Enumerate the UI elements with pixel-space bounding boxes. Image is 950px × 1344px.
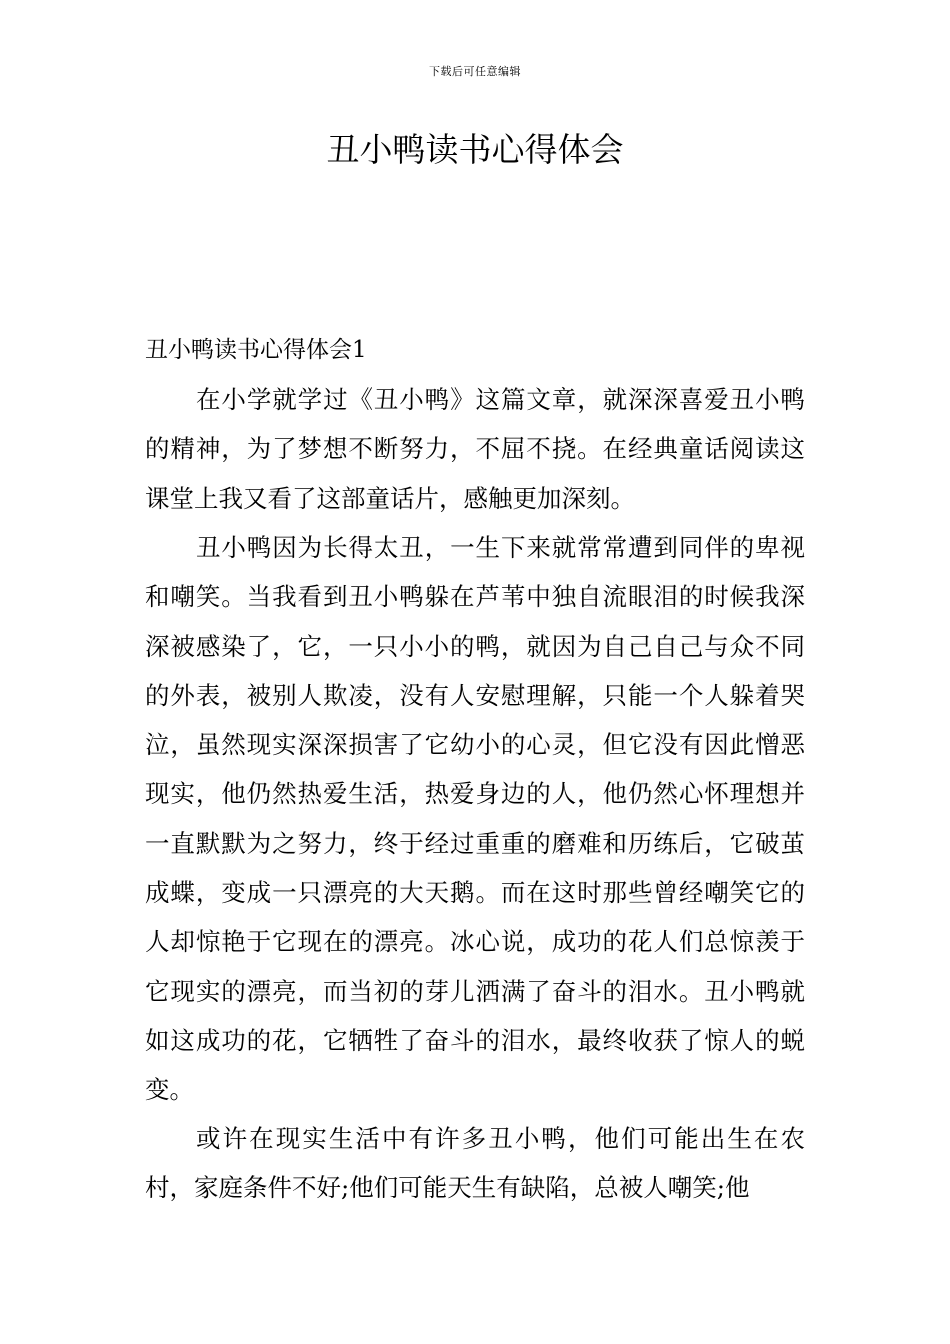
body-paragraph-1: 在小学就学过《丑小鸭》这篇文章，就深深喜爱丑小鸭的精神，为了梦想不断努力，不屈不挠。在经典童话阅读这课堂上我又看了这部童话片，感触更加深刻。 xyxy=(145,385,805,513)
page-header-note: 下载后可任意编辑 xyxy=(429,65,521,78)
document-title: 丑小鸭读书心得体会 xyxy=(326,130,624,169)
section-heading: 丑小鸭读书心得体会1 xyxy=(145,337,367,363)
body-paragraph-3: 或许在现实生活中有许多丑小鸭，他们可能出生在农村，家庭条件不好;他们可能天生有缺陷，总被人嘲笑;他 xyxy=(145,1124,805,1203)
body-paragraph-2: 丑小鸭因为长得太丑，一生下来就常常遭到同伴的卑视和嘲笑。当我看到丑小鸭躲在芦苇中独自流眼泪的时候我深深被感染了，它，一只小小的鸭，就因为自己自己与众不同的外表，被别人欺凌，没有人安慰理解，只能一个人躲着哭泣，虽然现实深深损害了它幼小的心灵，但它没有因此憎恶现实，他仍然热爱生活，热爱身边的人，他仍然心怀理想并一直默默为之努力，终于经过重重的磨难和历练后，它破茧成蝶，变成一只漂亮的大天鹅。而在这时那些曾经嘲笑它的人却惊艳于它现在的漂亮。冰心说，成功的花人们总惊羡于它现实的漂亮，而当初的芽儿洒满了奋斗的泪水。丑小鸭就如这成功的花，它牺牲了奋斗的泪水，最终收获了惊人的蜕变。 xyxy=(145,533,805,1105)
